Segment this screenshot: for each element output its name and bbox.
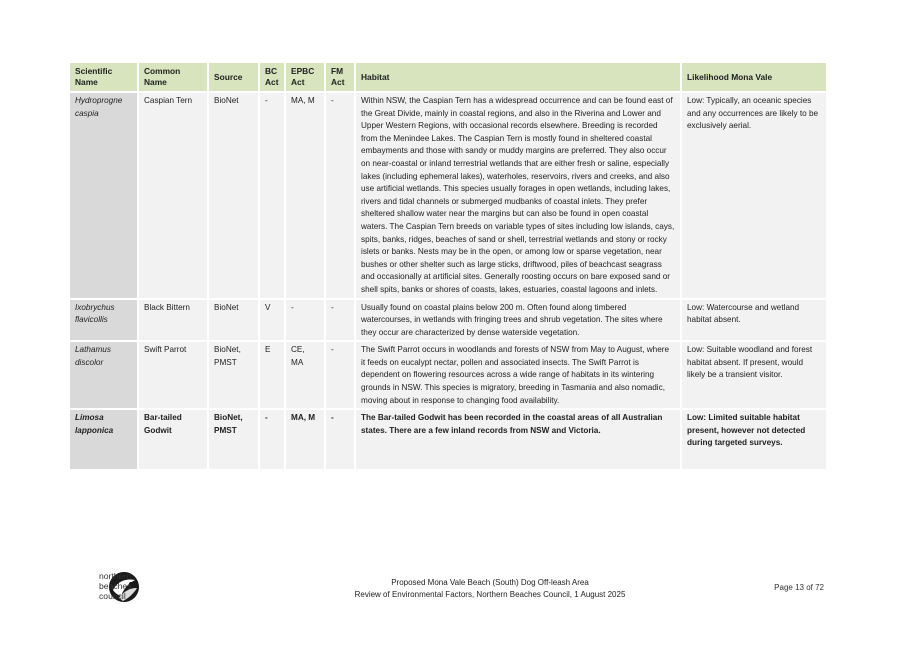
- epbc-act-cell: -: [286, 298, 326, 341]
- table-row: [70, 91, 826, 298]
- table-row: [70, 298, 826, 341]
- logo-text-line: northern: [99, 571, 132, 581]
- likelihood-cell: Low: Limited suitable habitat present, however not detected during targeted surveys.: [682, 408, 826, 469]
- header-likelihood: Likelihood Mona Vale: [682, 63, 826, 91]
- table-row: [70, 340, 826, 408]
- scientific-name-cell: Ixobrychus flavicollis: [70, 298, 139, 341]
- table-header-row: [70, 63, 826, 91]
- fm-act-cell: -: [326, 408, 356, 469]
- bc-act-cell: -: [260, 408, 286, 469]
- habitat-cell: Usually found on coastal plains below 200 m. Often found along timbered watercourses, in wetlands with fringing trees and shrub vegetation. The sites where they occur are characterized by dense waterside vegetation.: [356, 298, 682, 341]
- source-cell: BioNet, PMST: [209, 408, 260, 469]
- habitat-cell: The Bar-tailed Godwit has been recorded in the coastal areas of all Australian states. There are a few inland records from NSW and Victoria.: [356, 408, 682, 469]
- footer-title-line-2: Review of Environmental Factors, Northern Beaches Council, 1 August 2025: [354, 590, 626, 599]
- bc-act-cell: E: [260, 340, 286, 408]
- logo-text-line: beaches: [99, 581, 132, 591]
- common-name-cell: Bar-tailed Godwit: [139, 408, 209, 469]
- fm-act-cell: -: [326, 91, 356, 298]
- logo-text-line: council: [99, 591, 126, 601]
- header-common-name: Common Name: [139, 63, 209, 91]
- page-number: Page 13 of 72: [774, 583, 824, 592]
- species-table: [70, 63, 826, 469]
- common-name-cell: Caspian Tern: [139, 91, 209, 298]
- bc-act-cell: V: [260, 298, 286, 341]
- habitat-cell: The Swift Parrot occurs in woodlands and forests of NSW from May to August, where it feeds on eucalypt nectar, pollen and associated insects. The Swift Parrot is dependent on flowering resources across a wide range of habitats in its wintering grounds in NSW. This species is migratory, breeding in Tasmania and also nomadic, moving about in response to changing food availability.: [356, 340, 682, 408]
- header-habitat: Habitat: [356, 63, 682, 91]
- council-logo-text: [99, 571, 132, 601]
- likelihood-cell: Low: Typically, an oceanic species and any occurrences are likely to be exclusively aerial.: [682, 91, 826, 298]
- scientific-name-cell: Limosa lapponica: [70, 408, 139, 469]
- header-epbc-act: EPBC Act: [286, 63, 326, 91]
- header-source: Source: [209, 63, 260, 91]
- common-name-cell: Black Bittern: [139, 298, 209, 341]
- footer-title-line-1: Proposed Mona Vale Beach (South) Dog Off-leash Area: [391, 578, 589, 587]
- scientific-name-cell: Hydroprogne caspia: [70, 91, 139, 298]
- likelihood-cell: Low: Watercourse and wetland habitat absent.: [682, 298, 826, 341]
- header-fm-act: FM Act: [326, 63, 356, 91]
- scientific-name-cell: Lathamus discolor: [70, 340, 139, 408]
- common-name-cell: Swift Parrot: [139, 340, 209, 408]
- source-cell: BioNet: [209, 91, 260, 298]
- epbc-act-cell: CE, MA: [286, 340, 326, 408]
- header-bc-act: BC Act: [260, 63, 286, 91]
- habitat-cell: Within NSW, the Caspian Tern has a widespread occurrence and can be found east of the Great Divide, mainly in coastal regions, and also in the Riverina and Lower and Upper Western Regions, with occasional records elsewhere. Breeding is recorded from the Menindee Lakes. The Caspian Tern is mostly found in sheltered coastal embayments and those with sandy or muddy margins are preferred. They also occur on near-coastal or inland terrestrial wetlands that are either fresh or saline, especially lakes (including ephemeral lakes), waterholes, reservoirs, rivers and creeks, and also use artificial wetlands. This species usually forages in open wetlands, including lakes, rivers and tidal channels or submerged mudbanks of coastal inlets. They prefer sheltered shallow water near the margins but can also be found in open coastal waters. The Caspian Tern breeds on variable types of sites including low islands, cays, spits, banks, ridges, beaches of sand or shell, terrestrial wetlands and stony or rocky islets or banks. Nests may be in the open, or among low or sparse vegetation, near bushes or other shelter such as large sticks, driftwood, piles of beachcast seagrass and occasionally at artificial sites. Generally roosting occurs on bare exposed sand or shell spits, banks or shores of coasts, lakes, estuaries, coastal lagoons and inlets.: [356, 91, 682, 298]
- source-cell: BioNet: [209, 298, 260, 341]
- footer-document-title: [330, 577, 650, 601]
- source-cell: BioNet, PMST: [209, 340, 260, 408]
- epbc-act-cell: MA, M: [286, 408, 326, 469]
- likelihood-cell: Low: Suitable woodland and forest habitat absent. If present, would likely be a transient visitor.: [682, 340, 826, 408]
- epbc-act-cell: MA, M: [286, 91, 326, 298]
- header-scientific-name: Scientific Name: [70, 63, 139, 91]
- fm-act-cell: -: [326, 340, 356, 408]
- fm-act-cell: -: [326, 298, 356, 341]
- bc-act-cell: -: [260, 91, 286, 298]
- table-row: [70, 408, 826, 469]
